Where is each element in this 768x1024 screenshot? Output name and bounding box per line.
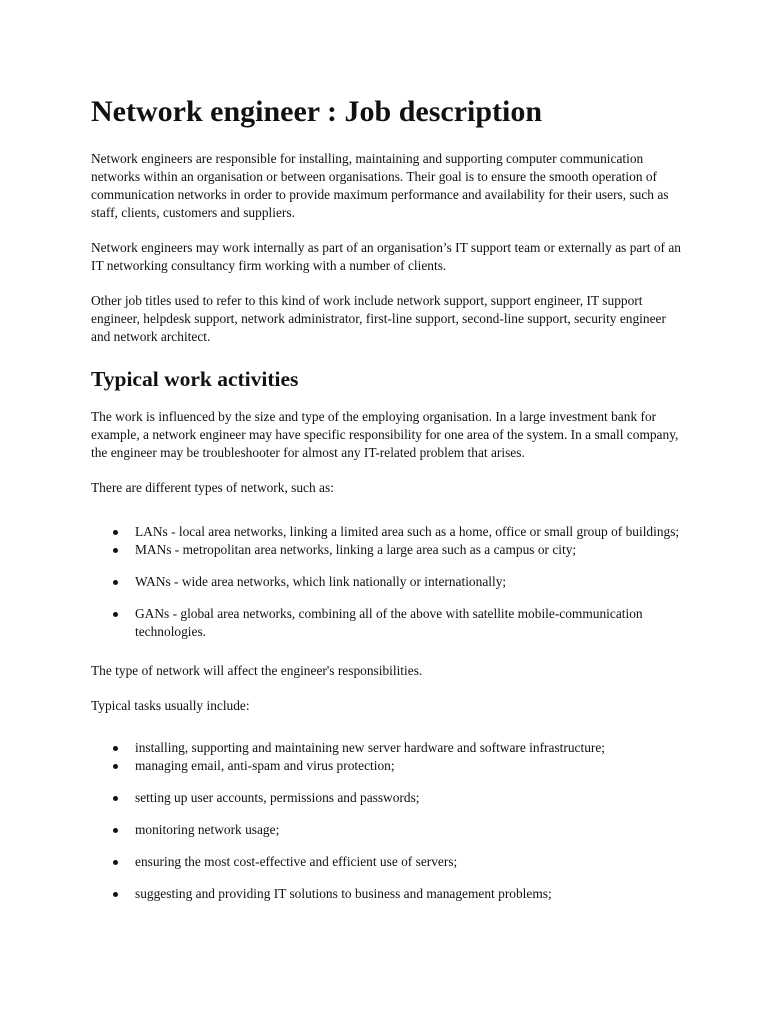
list-item-text: managing email, anti-spam and virus protection; xyxy=(135,758,395,773)
list-item xyxy=(91,739,688,757)
list-item-text: MANs - metropolitan area networks, linking a large area such as a campus or city; xyxy=(135,542,577,557)
intro-paragraph-1: Network engineers are responsible for installing, maintaining and supporting computer communication networks within an organisation or between organisations. Their goal is to ensure the smooth operation of communication networks in order to provide maximum performance and availability for their users, such as staff, clients, customers and suppliers. xyxy=(91,151,669,220)
list-item-text: WANs - wide area networks, which link nationally or internationally; xyxy=(135,574,507,589)
bullet-icon xyxy=(113,828,118,833)
bullet-icon xyxy=(113,612,118,617)
bullet-icon xyxy=(113,530,118,535)
list-item xyxy=(91,523,688,541)
section-heading: Typical work activities xyxy=(91,367,299,391)
list-item xyxy=(91,605,688,641)
bullet-icon xyxy=(113,746,118,751)
bullet-icon xyxy=(113,892,118,897)
list-item xyxy=(91,789,688,807)
list-item xyxy=(91,853,688,871)
section-paragraph-1: The work is influenced by the size and type of the employing organisation. In a large investment bank for example, a network engineer may have specific responsibility for one area of the system. In a small company, the engineer may be troubleshooter for almost any IT-related problem that arises. xyxy=(91,409,679,460)
bullet-icon xyxy=(113,860,118,865)
list-item-text: setting up user accounts, permissions and passwords; xyxy=(135,790,420,805)
page-title: Network engineer : Job description xyxy=(91,95,543,128)
list-item-text: installing, supporting and maintaining new server hardware and software infrastructure; xyxy=(135,740,606,755)
after-list-paragraph-2: Typical tasks usually include: xyxy=(91,698,250,713)
section-paragraph-2: There are different types of network, such as: xyxy=(91,480,334,495)
bullet-icon xyxy=(113,548,118,553)
list-item-text: LANs - local area networks, linking a limited area such as a home, office or small group of buildings; xyxy=(135,524,680,539)
list-item xyxy=(91,541,688,559)
typical-tasks-list xyxy=(91,739,688,903)
list-item xyxy=(91,885,688,903)
list-item-text: ensuring the most cost-effective and efficient use of servers; xyxy=(135,854,458,869)
network-types-list xyxy=(91,523,688,641)
bullet-icon xyxy=(113,796,118,801)
after-list-paragraph-1: The type of network will affect the engineer's responsibilities. xyxy=(91,663,423,678)
intro-paragraph-3: Other job titles used to refer to this kind of work include network support, support engineer, IT support engineer, helpdesk support, network administrator, first-line support, second-line support, security engineer and network architect. xyxy=(91,293,666,344)
intro-paragraph-2: Network engineers may work internally as part of an organisation’s IT support team or externally as part of an IT networking consultancy firm working with a number of clients. xyxy=(91,240,682,273)
list-item xyxy=(91,757,688,775)
list-item-text: suggesting and providing IT solutions to business and management problems; xyxy=(135,886,552,901)
list-item-text: monitoring network usage; xyxy=(135,822,280,837)
list-item xyxy=(91,573,688,591)
bullet-icon xyxy=(113,764,118,769)
bullet-icon xyxy=(113,580,118,585)
list-item xyxy=(91,821,688,839)
list-item-text: GANs - global area networks, combining all of the above with satellite mobile-communication technologies. xyxy=(135,606,643,639)
